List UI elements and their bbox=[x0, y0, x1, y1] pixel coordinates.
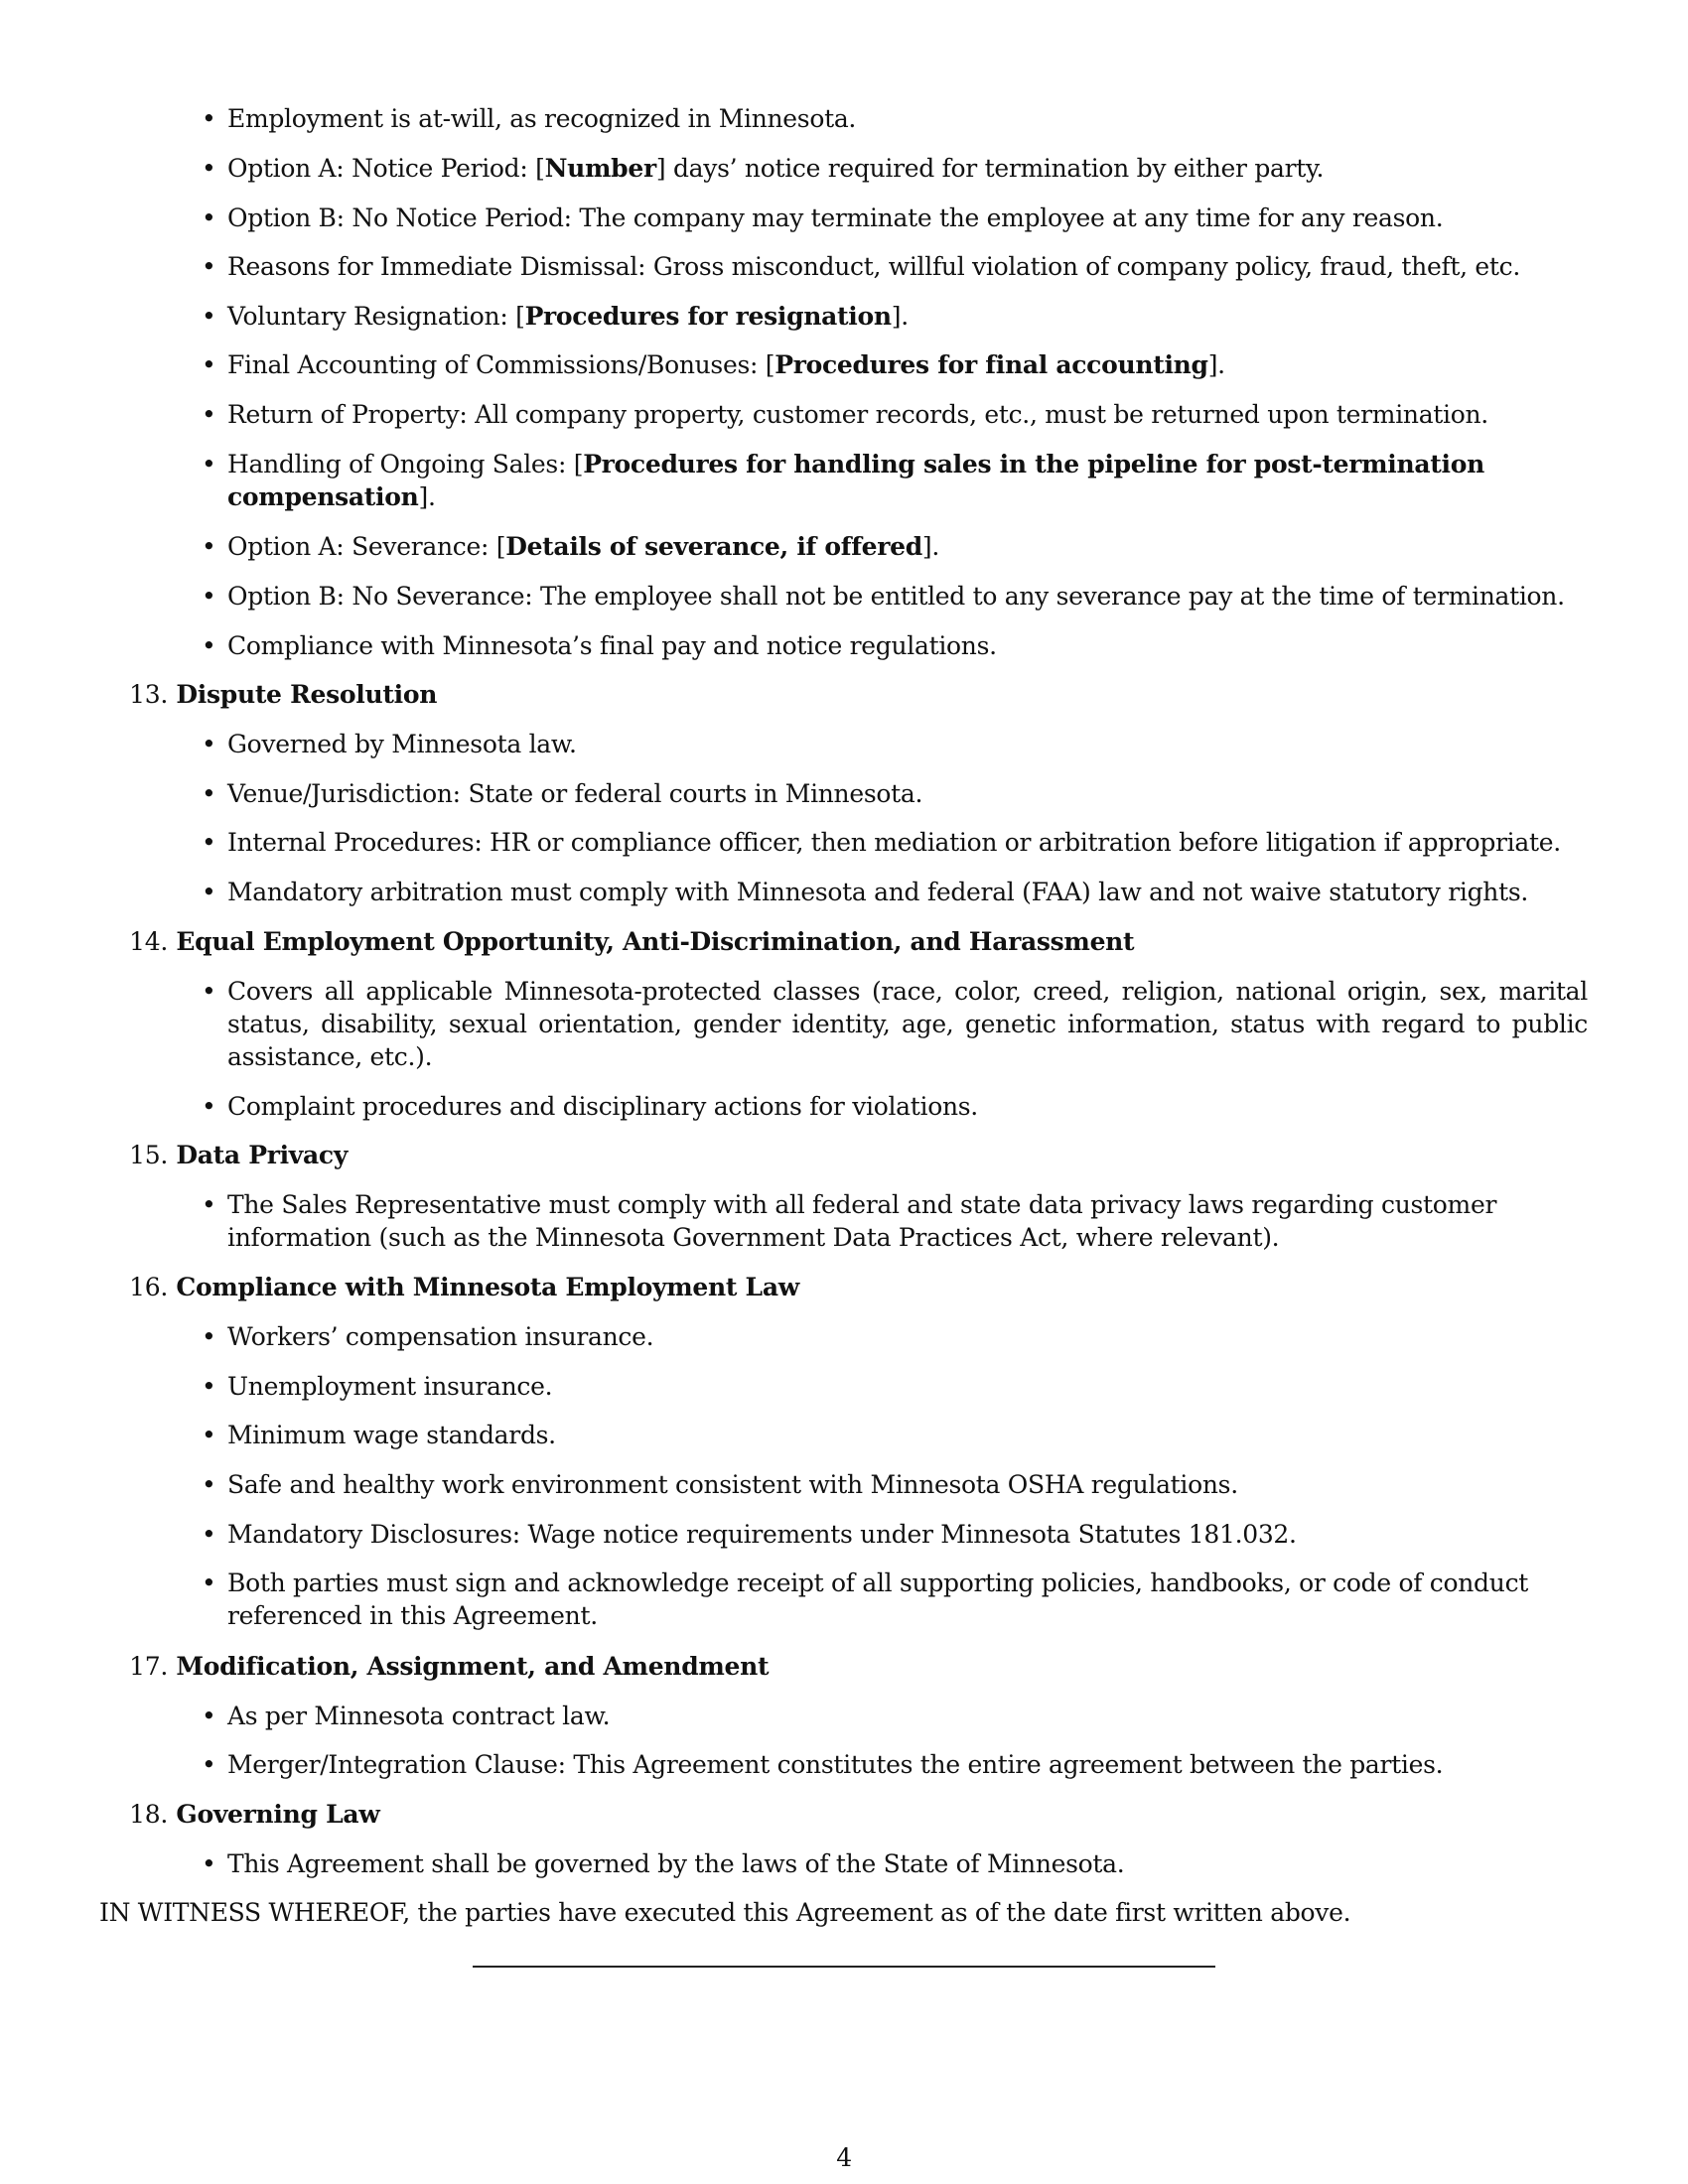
list-item: • Final Accounting of Commissions/Bonuses: [Procedures for final accounting]. bbox=[227, 348, 1588, 381]
section-heading: 15. Data Privacy bbox=[129, 1141, 349, 1169]
list-item: • Option B: No Notice Period: The company may terminate the employee at any time for any reason. bbox=[227, 202, 1588, 234]
list-item: • The Sales Representative must comply with all federal and state data privacy laws regarding customer information (such as the Minnesota Government Data Practices Act, where relevant). bbox=[227, 1188, 1588, 1254]
section-heading: 16. Compliance with Minnesota Employment Law bbox=[129, 1273, 799, 1301]
list-item: • Employment is at-will, as recognized in Minnesota. bbox=[227, 102, 1588, 135]
list-item: • Both parties must sign and acknowledge receipt of all supporting policies, handbooks, or code of conduct referenced in this Agreement. bbox=[227, 1567, 1588, 1632]
list-item: • Compliance with Minnesota’s final pay and notice regulations. bbox=[227, 629, 1588, 662]
list-item: • Option B: No Severance: The employee shall not be entitled to any severance pay at the time of termination. bbox=[227, 580, 1588, 613]
list-item: • Unemployment insurance. bbox=[227, 1370, 1588, 1403]
list-item: • Option A: Notice Period: [Number] days’ notice required for termination by either party. bbox=[227, 152, 1588, 185]
list-item: • This Agreement shall be governed by the laws of the State of Minnesota. bbox=[227, 1847, 1588, 1880]
list-item: • Minimum wage standards. bbox=[227, 1419, 1588, 1451]
list-item: • Option A: Severance: [Details of severance, if offered]. bbox=[227, 530, 1588, 563]
list-item: • Complaint procedures and disciplinary actions for violations. bbox=[227, 1090, 1588, 1123]
list-item: • Mandatory arbitration must comply with Minnesota and federal (FAA) law and not waive statutory rights. bbox=[227, 876, 1588, 908]
page-number: 4 bbox=[836, 2143, 852, 2172]
list-item: • Mandatory Disclosures: Wage notice requirements under Minnesota Statutes 181.032. bbox=[227, 1518, 1588, 1551]
list-item: • Merger/Integration Clause: This Agreement constitutes the entire agreement between the parties. bbox=[227, 1748, 1588, 1781]
section-heading: 17. Modification, Assignment, and Amendment bbox=[129, 1652, 770, 1681]
section-heading: 18. Governing Law bbox=[129, 1800, 380, 1829]
list-item: • Internal Procedures: HR or compliance officer, then mediation or arbitration before litigation if appropriate. bbox=[227, 826, 1588, 859]
list-item: • Return of Property: All company property, customer records, etc., must be returned upon termination. bbox=[227, 398, 1588, 431]
list-item: • Voluntary Resignation: [Procedures for resignation]. bbox=[227, 300, 1588, 333]
list-item: • Covers all applicable Minnesota-protected classes (race, color, creed, religion, national origin, sex, marital status, disability, sexual orientation, gender identity, age, genetic information, status with regard to public assistance, etc.). bbox=[227, 975, 1588, 1073]
list-item: • Handling of Ongoing Sales: [Procedures for handling sales in the pipeline for post-termination compensation]. bbox=[227, 448, 1588, 513]
list-item: • As per Minnesota contract law. bbox=[227, 1700, 1588, 1732]
section-heading: 13. Dispute Resolution bbox=[129, 680, 438, 709]
signature-line bbox=[473, 1966, 1215, 1968]
list-item: • Governed by Minnesota law. bbox=[227, 728, 1588, 760]
list-item: • Safe and healthy work environment consistent with Minnesota OSHA regulations. bbox=[227, 1468, 1588, 1501]
witness-statement: IN WITNESS WHEREOF, the parties have executed this Agreement as of the date first written above. bbox=[99, 1898, 1351, 1927]
list-item: • Reasons for Immediate Dismissal: Gross misconduct, willful violation of company policy, fraud, theft, etc. bbox=[227, 250, 1588, 283]
list-item: • Workers’ compensation insurance. bbox=[227, 1320, 1588, 1353]
section-heading: 14. Equal Employment Opportunity, Anti-Discrimination, and Harassment bbox=[129, 927, 1135, 956]
list-item: • Venue/Jurisdiction: State or federal courts in Minnesota. bbox=[227, 777, 1588, 810]
